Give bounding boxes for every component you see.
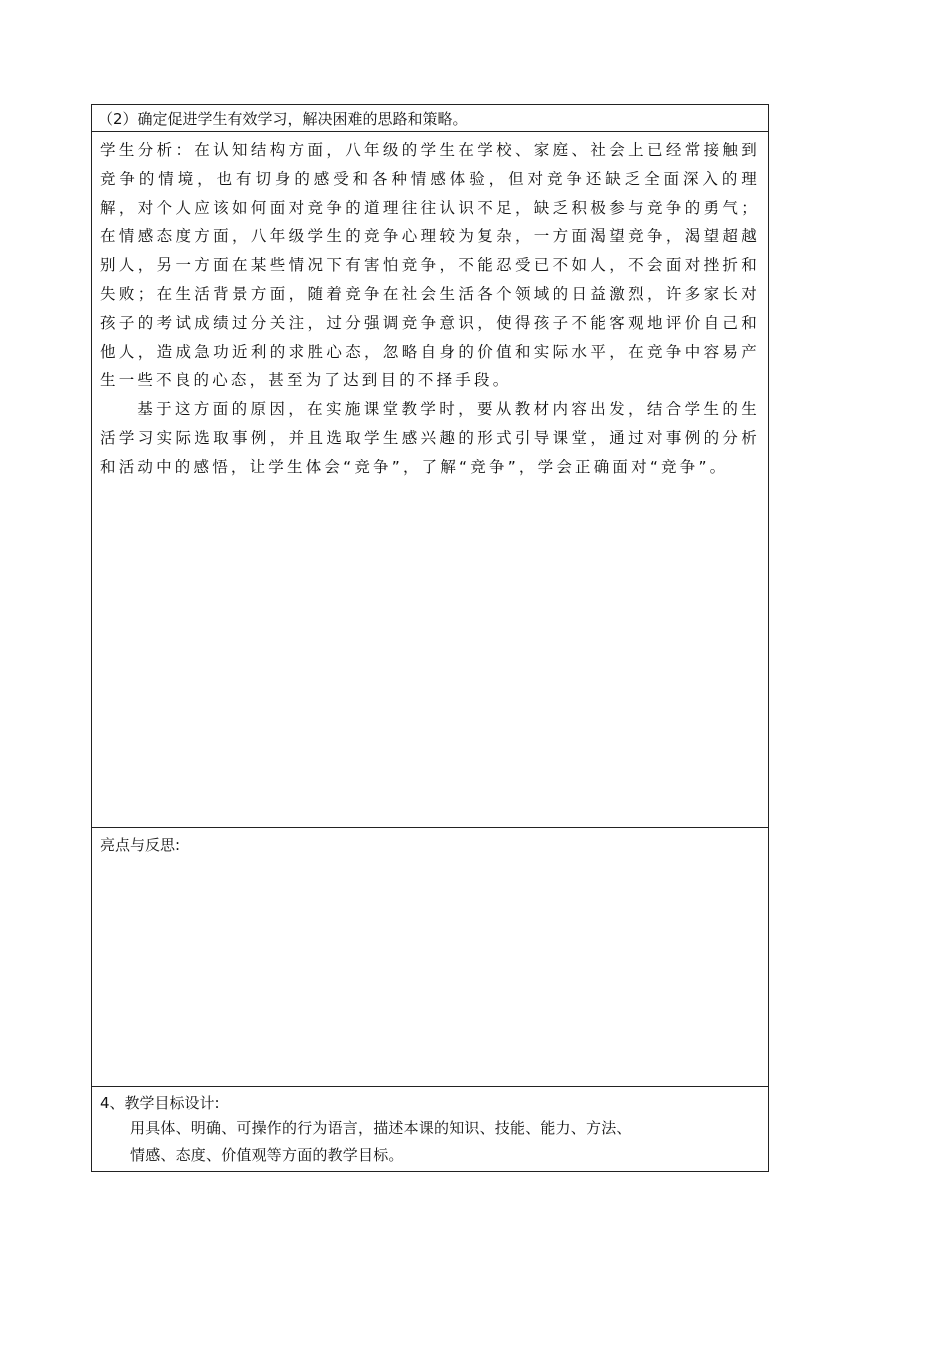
analysis-paragraph-1: 学生分析：在认知结构方面，八年级的学生在学校、家庭、社会上已经常接触到竞争的情境，也有切身的感受和各种情感体验，但对竞争还缺乏全面深入的理解，对个人应该如何面对竞争的道理往往认识不足，缺乏积极参与竞争的勇气；在情感态度方面，八年级学生的竞争心理较为复杂，一方面渴望竞争，渴望超越别人，另一方面在某些情况下有害怕竞争，不能忍受已不如人，不会面对挫折和失败；在生活背景方面，随着竞争在社会生活各个领域的日益激烈，许多家长对孩子的考试成绩过分关注，过分强调竞争意识，使得孩子不能客观地评价自己和他人，造成急功近利的求胜心态，忽略自身的价值和实际水平，在竞争中容易产生一些不良的心态，甚至为了达到目的不择手段。 bbox=[100, 141, 760, 390]
objectives-line-2: 情感、态度、价值观等方面的教学目标。 bbox=[130, 1146, 404, 1164]
section-header: （2）确定促进学生有效学习，解决困难的思路和策略。 bbox=[98, 110, 468, 128]
lesson-plan-table bbox=[91, 104, 769, 1172]
strategy-header-row bbox=[92, 105, 768, 132]
highlights-label: 亮点与反思: bbox=[100, 836, 181, 854]
analysis-paragraph-2: 基于这方面的原因，在实施课堂教学时，要从教材内容出发，结合学生的生活学习实际选取事例，并且选取学生感兴趣的形式引导课堂，通过对事例的分析和活动中的感悟，让学生体会“竞争”，了解“竞争”，学会正确面对“竞争”。 bbox=[100, 400, 760, 476]
objectives-cell bbox=[92, 1087, 768, 1171]
objectives-line-1: 用具体、明确、可操作的行为语言，描述本课的知识、技能、能力、方法、 bbox=[130, 1119, 632, 1137]
student-analysis-cell bbox=[92, 132, 768, 828]
objectives-title: 4、教学目标设计: bbox=[100, 1094, 220, 1112]
highlights-cell bbox=[92, 828, 768, 1087]
